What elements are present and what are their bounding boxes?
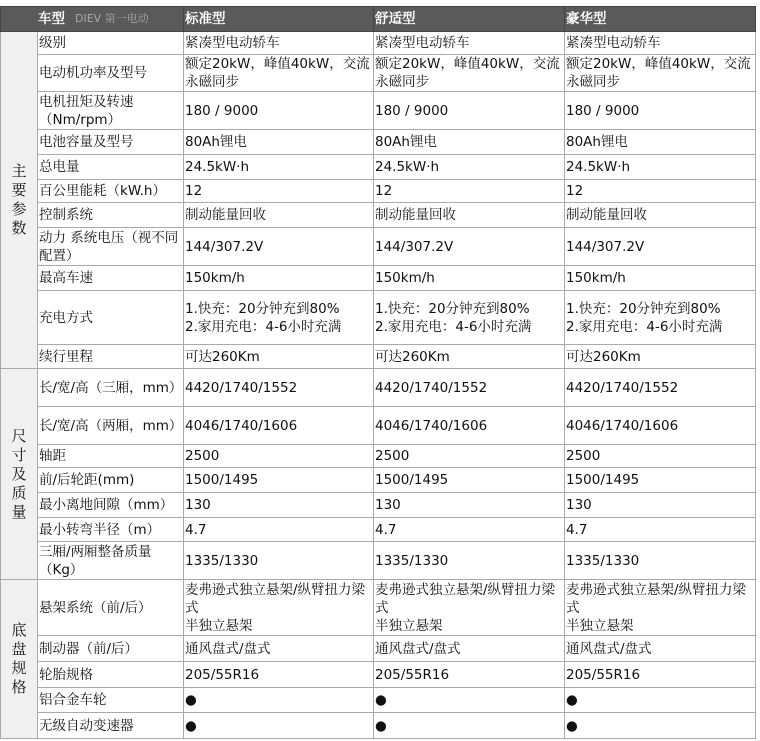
table-row bbox=[1, 130, 756, 155]
row-value: 205/55R16 bbox=[565, 662, 756, 688]
row-value: 150km/h bbox=[374, 266, 565, 291]
row-value: 制动能量回收 bbox=[374, 203, 565, 228]
row-label: 前/后轮距(mm) bbox=[38, 468, 184, 493]
row-value: 12 bbox=[565, 180, 756, 203]
section-title-text: 主要参数 bbox=[11, 162, 27, 237]
row-value: 额定20kW，峰值40kW，交流永磁同步 bbox=[374, 55, 565, 92]
row-value: 24.5kW·h bbox=[374, 155, 565, 180]
row-value: ● bbox=[565, 713, 756, 739]
row-label: 最小转弯半径（m） bbox=[38, 518, 184, 542]
row-value: 紧凑型电动轿车 bbox=[565, 32, 756, 55]
row-value: 2500 bbox=[374, 445, 565, 468]
row-value: 麦弗逊式独立悬架/纵臂扭力梁式 半独立悬架 bbox=[565, 580, 756, 636]
row-value: 1.快充：20分钟充到80% 2.家用充电：4-6小时充满 bbox=[184, 291, 374, 345]
row-value: 1500/1495 bbox=[565, 468, 756, 493]
table-row bbox=[1, 155, 756, 180]
row-value: 1335/1330 bbox=[374, 542, 565, 580]
row-label: 充电方式 bbox=[38, 291, 184, 345]
row-value: 制动能量回收 bbox=[565, 203, 756, 228]
spec-table bbox=[0, 6, 756, 739]
row-value: 4046/1740/1606 bbox=[565, 407, 756, 445]
section-title bbox=[1, 32, 38, 369]
row-value: 1500/1495 bbox=[184, 468, 374, 493]
row-value: 紧凑型电动轿车 bbox=[184, 32, 374, 55]
row-label: 动力 系统电压（视不同配置） bbox=[38, 228, 184, 266]
table-row bbox=[1, 345, 756, 369]
row-value: 4.7 bbox=[374, 518, 565, 542]
row-value: 1.快充：20分钟充到80% 2.家用充电：4-6小时充满 bbox=[565, 291, 756, 345]
table-row bbox=[1, 542, 756, 580]
row-value: 130 bbox=[374, 493, 565, 518]
row-value: ● bbox=[184, 713, 374, 739]
row-value: 4046/1740/1606 bbox=[184, 407, 374, 445]
row-value: 4.7 bbox=[565, 518, 756, 542]
table-row bbox=[1, 291, 756, 345]
table-row bbox=[1, 662, 756, 688]
row-value: 80Ah锂电 bbox=[184, 130, 374, 155]
row-label: 电机扭矩及转速（Nm/rpm） bbox=[38, 92, 184, 130]
table-row bbox=[1, 636, 756, 662]
table-row bbox=[1, 580, 756, 636]
row-value: 205/55R16 bbox=[184, 662, 374, 688]
row-label: 电动机功率及型号 bbox=[38, 55, 184, 92]
row-value: ● bbox=[374, 688, 565, 713]
row-value: 4420/1740/1552 bbox=[565, 369, 756, 407]
row-value: 24.5kW·h bbox=[565, 155, 756, 180]
row-value: 麦弗逊式独立悬架/纵臂扭力梁式 半独立悬架 bbox=[184, 580, 374, 636]
row-value: 1335/1330 bbox=[565, 542, 756, 580]
header-model-label-text: 车型 bbox=[38, 11, 65, 27]
table-row bbox=[1, 92, 756, 130]
header-row bbox=[1, 7, 756, 32]
row-value: 4420/1740/1552 bbox=[374, 369, 565, 407]
row-value: 额定20kW，峰值40kW，交流永磁同步 bbox=[565, 55, 756, 92]
row-label: 铝合金车轮 bbox=[38, 688, 184, 713]
row-value: 通风盘式/盘式 bbox=[565, 636, 756, 662]
row-value: 24.5kW·h bbox=[184, 155, 374, 180]
row-value: 180 / 9000 bbox=[374, 92, 565, 130]
row-label: 级别 bbox=[38, 32, 184, 55]
table-row bbox=[1, 688, 756, 713]
row-value: 1500/1495 bbox=[374, 468, 565, 493]
table-row bbox=[1, 32, 756, 55]
row-value: ● bbox=[565, 688, 756, 713]
row-value: 205/55R16 bbox=[374, 662, 565, 688]
row-value: 2500 bbox=[565, 445, 756, 468]
row-value: 12 bbox=[184, 180, 374, 203]
table-row bbox=[1, 228, 756, 266]
row-value: 紧凑型电动轿车 bbox=[374, 32, 565, 55]
row-value: 130 bbox=[565, 493, 756, 518]
row-value: 1.快充：20分钟充到80% 2.家用充电：4-6小时充满 bbox=[374, 291, 565, 345]
table-row bbox=[1, 493, 756, 518]
row-value: 130 bbox=[184, 493, 374, 518]
row-value: 180 / 9000 bbox=[184, 92, 374, 130]
section-title-text: 底盘规格 bbox=[11, 621, 27, 696]
header-model-standard: 标准型 bbox=[184, 7, 374, 32]
table-row bbox=[1, 180, 756, 203]
row-value: 4046/1740/1606 bbox=[374, 407, 565, 445]
table-row bbox=[1, 468, 756, 493]
row-label: 轴距 bbox=[38, 445, 184, 468]
row-label: 续行里程 bbox=[38, 345, 184, 369]
table-row bbox=[1, 445, 756, 468]
row-value: 2500 bbox=[184, 445, 374, 468]
row-value: 144/307.2V bbox=[374, 228, 565, 266]
row-value: 通风盘式/盘式 bbox=[374, 636, 565, 662]
row-label: 轮胎规格 bbox=[38, 662, 184, 688]
row-value: 可达260Km bbox=[184, 345, 374, 369]
row-label: 控制系统 bbox=[38, 203, 184, 228]
row-value: 可达260Km bbox=[374, 345, 565, 369]
row-value: 1335/1330 bbox=[184, 542, 374, 580]
table-row bbox=[1, 713, 756, 739]
header-model-luxury: 豪华型 bbox=[565, 7, 756, 32]
table-row bbox=[1, 369, 756, 407]
row-value: ● bbox=[374, 713, 565, 739]
section-title bbox=[1, 580, 38, 739]
table-row bbox=[1, 266, 756, 291]
row-label: 总电量 bbox=[38, 155, 184, 180]
row-label: 制动器（前/后） bbox=[38, 636, 184, 662]
table-row bbox=[1, 203, 756, 228]
row-label: 悬架系统（前/后） bbox=[38, 580, 184, 636]
row-label: 百公里能耗（kW.h） bbox=[38, 180, 184, 203]
header-model-comfort: 舒适型 bbox=[374, 7, 565, 32]
row-value: 80Ah锂电 bbox=[374, 130, 565, 155]
row-value: 4.7 bbox=[184, 518, 374, 542]
row-value: 12 bbox=[374, 180, 565, 203]
row-label: 最小离地间隙（mm） bbox=[38, 493, 184, 518]
row-value: 通风盘式/盘式 bbox=[184, 636, 374, 662]
row-value: 可达260Km bbox=[565, 345, 756, 369]
row-label: 三厢/两厢整备质量（Kg） bbox=[38, 542, 184, 580]
row-value: 150km/h bbox=[184, 266, 374, 291]
header-model-label bbox=[1, 7, 184, 32]
row-value: 制动能量回收 bbox=[184, 203, 374, 228]
row-value: 144/307.2V bbox=[565, 228, 756, 266]
row-label: 电池容量及型号 bbox=[38, 130, 184, 155]
row-value: 80Ah锂电 bbox=[565, 130, 756, 155]
table-row bbox=[1, 518, 756, 542]
row-value: ● bbox=[184, 688, 374, 713]
row-label: 最高车速 bbox=[38, 266, 184, 291]
table-row bbox=[1, 407, 756, 445]
row-value: 额定20kW，峰值40kW，交流永磁同步 bbox=[184, 55, 374, 92]
row-value: 180 / 9000 bbox=[565, 92, 756, 130]
row-value: 144/307.2V bbox=[184, 228, 374, 266]
table-row bbox=[1, 55, 756, 92]
section-title bbox=[1, 369, 38, 580]
watermark: DIEV 第一电动 bbox=[75, 12, 149, 25]
row-value: 150km/h bbox=[565, 266, 756, 291]
row-label: 无级自动变速器 bbox=[38, 713, 184, 739]
row-value: 麦弗逊式独立悬架/纵臂扭力梁式 半独立悬架 bbox=[374, 580, 565, 636]
section-title-text: 尺寸及质量 bbox=[11, 426, 27, 521]
row-label: 长/宽/高（两厢，mm） bbox=[38, 407, 184, 445]
row-label: 长/宽/高（三厢，mm） bbox=[38, 369, 184, 407]
row-value: 4420/1740/1552 bbox=[184, 369, 374, 407]
